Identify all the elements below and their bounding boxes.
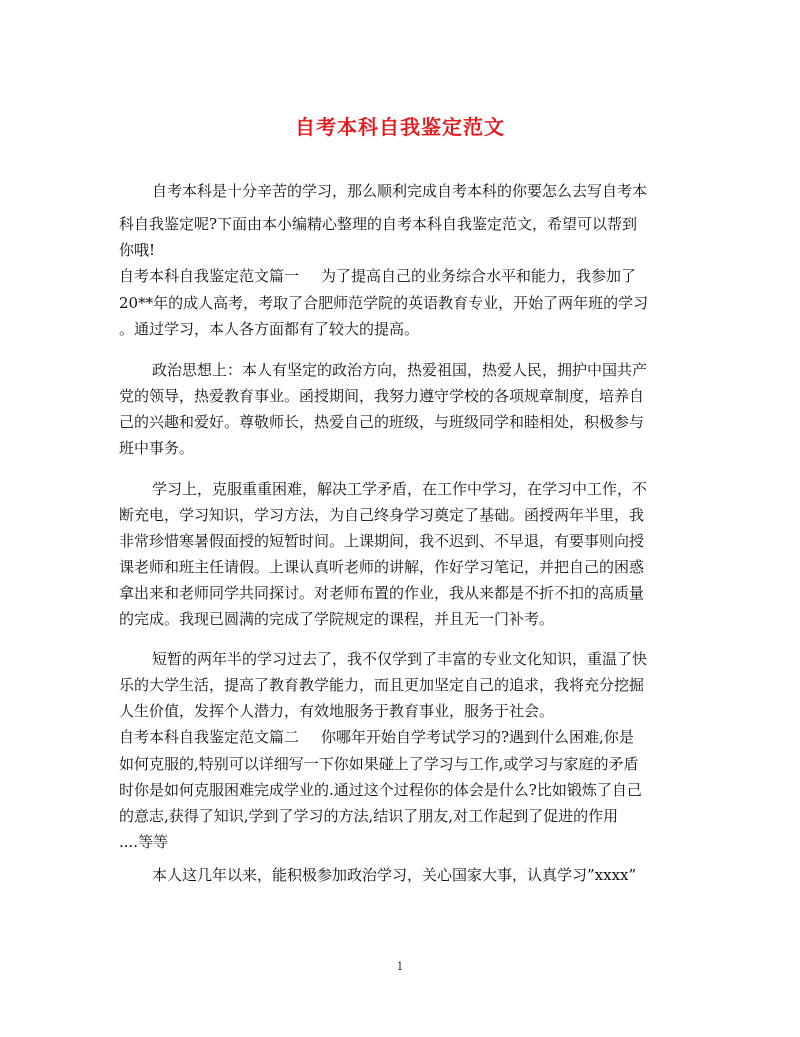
paragraph-line: 党的领导，热爱教育事业。函授期间，我努力遵守学校的各项规章制度，培养自 — [119, 387, 645, 405]
paragraph-line: 20**年的成人高考，考取了合肥师范学院的英语教育专业，开始了两年班的学习 — [119, 294, 649, 312]
paragraph-line: 短暂的两年半的学习过去了，我不仅学到了丰富的专业文化知识，重温了快 — [152, 650, 648, 668]
document-title: 自考本科自我鉴定范文 — [295, 115, 505, 139]
paragraph-line: 己的兴趣和爱好。尊敬师长，热爱自己的班级，与班级同学和睦相处，积极参与 — [119, 413, 645, 431]
page-number: 1 — [396, 960, 404, 973]
paragraph-line: 拿出来和老师同学共同探讨。对老师布置的作业，我从来都是不折不扣的高质量 — [119, 584, 645, 602]
paragraph-line: 人生价值，发挥个人潜力，有效地服务于教育事业，服务于社会。 — [119, 702, 555, 720]
paragraph-text: 你哪年开始自学考试学习的?遇到什么困难,你是 — [321, 728, 634, 746]
section-heading: 自考本科自我鉴定范文篇二 — [119, 728, 300, 746]
paragraph-line: 断充电，学习知识，学习方法，为自己终身学习奠定了基础。函授两年半里，我 — [119, 506, 645, 524]
paragraph-line: 乐的大学生活，提高了教育教学能力，而且更加坚定自己的追求，我将充分挖掘 — [119, 676, 645, 694]
paragraph-text: 为了提高自己的业务综合水平和能力，我参加了 — [321, 267, 637, 285]
paragraph-line: 班中事务。 — [119, 439, 195, 457]
paragraph-line: 自考本科是十分辛苦的学习，那么顺利完成自考本科的你要怎么去写自考本 — [152, 182, 648, 200]
paragraph-line: 如何克服的,特别可以详细写一下你如果碰上了学习与工作,或学习与家庭的矛盾 — [119, 755, 639, 773]
paragraph-line: 课老师和班主任请假。上课认真听老师的讲解，作好学习笔记，并把自己的困惑 — [119, 558, 645, 576]
paragraph-line: 科自我鉴定呢?下面由本小编精心整理的自考本科自我鉴定范文，希望可以帮到 — [119, 215, 638, 233]
section-heading-line — [119, 263, 636, 289]
paragraph-line: 本人这几年以来，能积极参加政治学习，关心国家大事，认真学习”xxxx” — [152, 866, 637, 884]
paragraph-line: 。通过学习，本人各方面都有了较大的提高。 — [119, 320, 420, 338]
paragraph-line: 的完成。我现已圆满的完成了学院规定的课程，并且无一门补考。 — [119, 610, 555, 628]
paragraph-line: 时你是如何克服困难完成学业的.通过这个过程你的体会是什么?比如锻炼了自己 — [119, 781, 642, 799]
section-heading: 自考本科自我鉴定范文篇一 — [119, 267, 300, 285]
paragraph-line: ....等等 — [119, 833, 169, 851]
section-heading-line — [119, 724, 634, 750]
paragraph-line: 的意志,获得了知识,学到了学习的方法,结识了朋友,对工作起到了促进的作用 — [119, 807, 619, 825]
paragraph-line: 非常珍惜寒暑假面授的短暂时间。上课期间，我不迟到、不早退，有要事则向授 — [119, 532, 645, 550]
paragraph-line: 你哦! — [119, 241, 156, 259]
paragraph-line: 学习上，克服重重困难，解决工学矛盾，在工作中学习，在学习中工作，不 — [152, 480, 648, 498]
paragraph-line: 政治思想上：本人有坚定的政治方向，热爱祖国，热爱人民，拥护中国共产 — [152, 361, 648, 379]
